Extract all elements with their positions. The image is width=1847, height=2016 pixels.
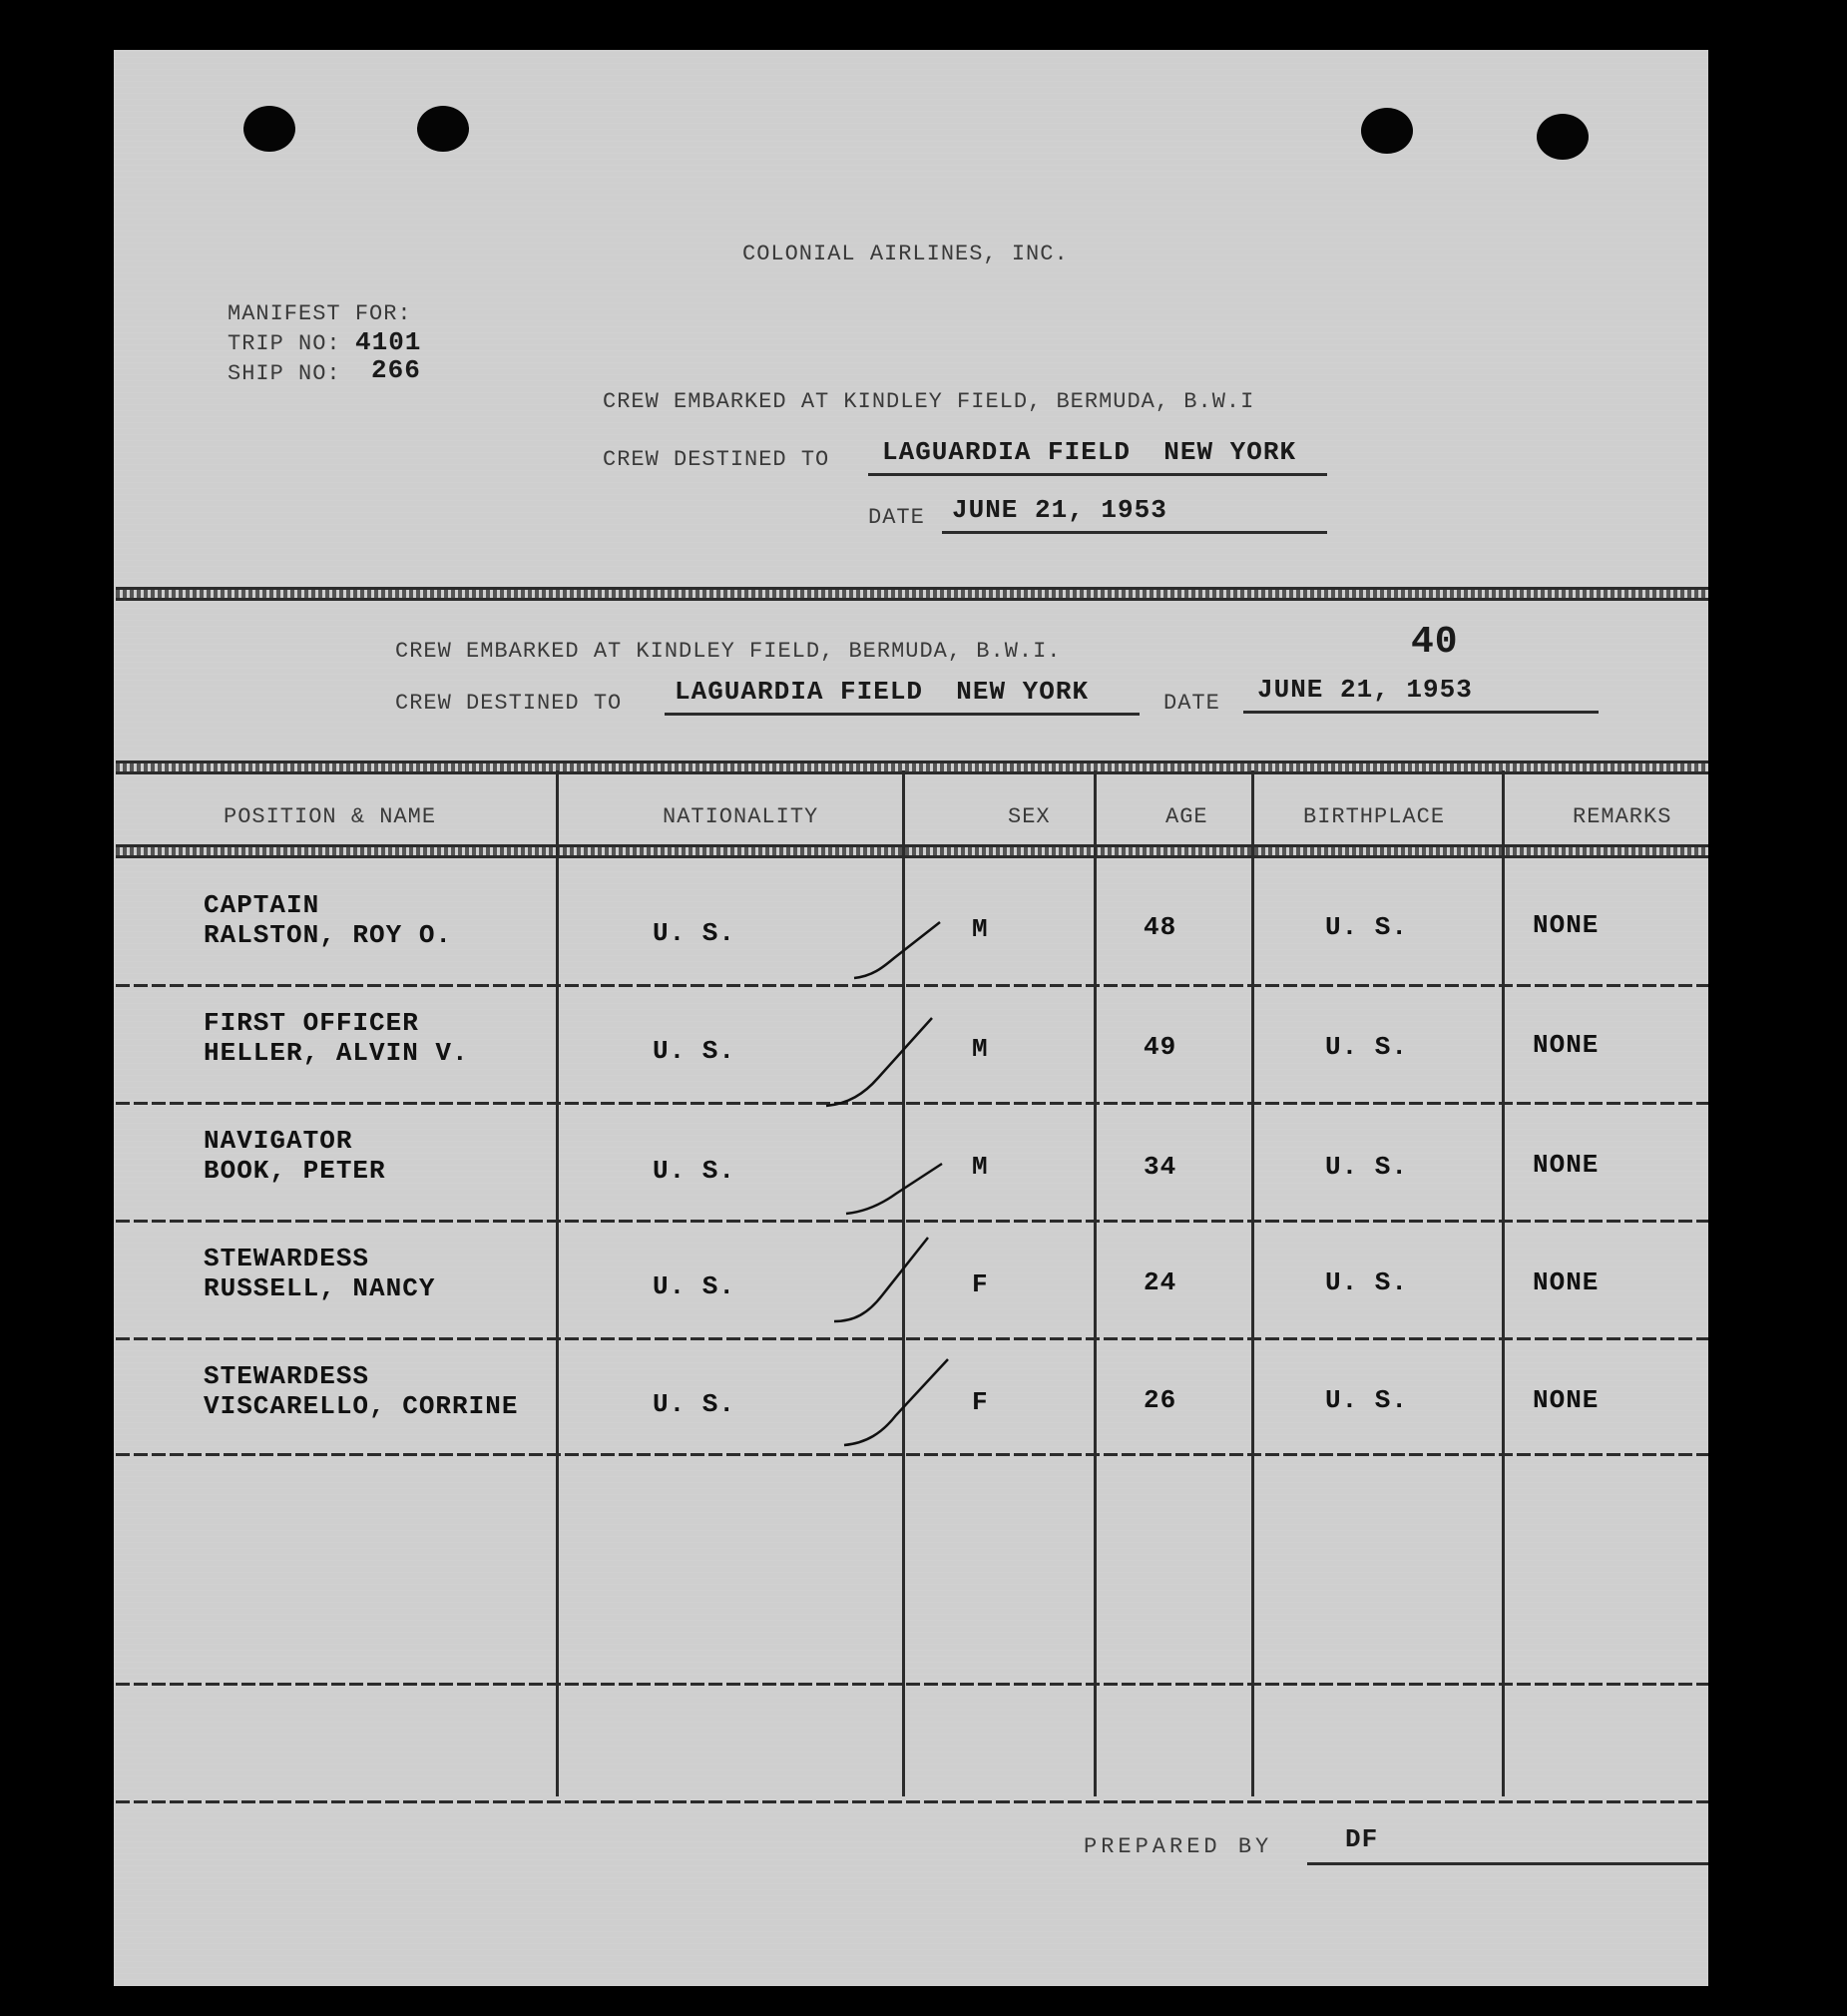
ship-number: 266	[371, 355, 421, 385]
row-separator-4	[116, 1337, 1708, 1340]
row3-position: NAVIGATOR	[204, 1126, 353, 1156]
row-separator-3	[116, 1220, 1708, 1223]
row5-sex: F	[972, 1387, 989, 1417]
company-name: COLONIAL AIRLINES, INC.	[742, 242, 1069, 266]
top-date-underline	[942, 531, 1327, 534]
column-header-position: POSITION & NAME	[224, 804, 437, 829]
row2-remarks: NONE	[1533, 1030, 1600, 1060]
top-destination: LAGUARDIA FIELD NEW YORK	[882, 437, 1297, 467]
row-separator-5	[116, 1453, 1708, 1456]
row1-birthplace: U. S.	[1325, 912, 1409, 942]
trip-number: 4101	[355, 327, 422, 357]
prepared-by-label: PREPARED BY	[1084, 1834, 1273, 1859]
row1-remarks: NONE	[1533, 910, 1600, 940]
column-header-birthplace: BIRTHPLACE	[1303, 804, 1446, 829]
row-separator-6	[116, 1683, 1708, 1686]
table-top-border	[116, 760, 1708, 774]
row3-check-mark	[844, 1158, 944, 1218]
row4-birthplace: U. S.	[1325, 1267, 1409, 1297]
prepared-by-underline	[1307, 1862, 1708, 1865]
row2-check-mark	[824, 1014, 934, 1114]
manifest-page	[114, 50, 1708, 1986]
row1-nationality: U. S.	[653, 918, 736, 948]
row1-position: CAPTAIN	[204, 890, 320, 920]
row1-check-mark	[852, 918, 942, 988]
row5-check-mark	[842, 1353, 952, 1453]
row3-name: BOOK, PETER	[204, 1156, 386, 1186]
row4-remarks: NONE	[1533, 1267, 1600, 1297]
row2-birthplace: U. S.	[1325, 1032, 1409, 1062]
column-header-sex: SEX	[1008, 804, 1051, 829]
column-header-nationality: NATIONALITY	[663, 804, 819, 829]
ship-label: SHIP NO:	[228, 361, 341, 386]
row2-position: FIRST OFFICER	[204, 1008, 419, 1038]
row4-name: RUSSELL, NANCY	[204, 1273, 436, 1303]
section-divider	[116, 587, 1708, 601]
trip-label: TRIP NO:	[228, 331, 341, 356]
top-destination-underline	[868, 473, 1327, 476]
row1-name: RALSTON, ROY O.	[204, 920, 453, 950]
second-destination-underline	[665, 713, 1140, 716]
punch-hole-2	[417, 106, 469, 152]
row4-check-mark	[832, 1232, 932, 1331]
row2-name: HELLER, ALVIN V.	[204, 1038, 469, 1068]
table-header-border	[116, 844, 1708, 858]
punch-hole-4	[1537, 114, 1589, 160]
top-date: JUNE 21, 1953	[952, 495, 1167, 525]
row4-nationality: U. S.	[653, 1271, 736, 1301]
row5-remarks: NONE	[1533, 1385, 1600, 1415]
page-number: 40	[1411, 621, 1459, 664]
row3-birthplace: U. S.	[1325, 1152, 1409, 1182]
row5-age: 26	[1144, 1385, 1177, 1415]
prepared-by-initials: DF	[1345, 1824, 1379, 1854]
top-destined-label: CREW DESTINED TO	[603, 447, 830, 472]
row2-nationality: U. S.	[653, 1036, 736, 1066]
second-date-underline	[1243, 711, 1599, 714]
row4-position: STEWARDESS	[204, 1244, 370, 1273]
row2-sex: M	[972, 1034, 989, 1064]
column-header-remarks: REMARKS	[1573, 804, 1672, 829]
row5-name: VISCARELLO, CORRINE	[204, 1391, 519, 1421]
punch-hole-3	[1361, 108, 1413, 154]
row-separator-7	[116, 1800, 1708, 1803]
row5-position: STEWARDESS	[204, 1361, 370, 1391]
column-divider-1	[556, 770, 559, 1796]
row2-age: 49	[1144, 1032, 1177, 1062]
punch-hole-1	[243, 106, 295, 152]
row3-age: 34	[1144, 1152, 1177, 1182]
row1-sex: M	[972, 914, 989, 944]
column-divider-3	[1094, 770, 1097, 1796]
manifest-for-label: MANIFEST FOR:	[228, 301, 412, 326]
column-divider-5	[1502, 770, 1505, 1796]
row5-birthplace: U. S.	[1325, 1385, 1409, 1415]
column-divider-4	[1251, 770, 1254, 1796]
row3-nationality: U. S.	[653, 1156, 736, 1186]
second-destined-label: CREW DESTINED TO	[395, 691, 623, 716]
row3-sex: M	[972, 1152, 989, 1182]
row1-age: 48	[1144, 912, 1177, 942]
second-embarked-label: CREW EMBARKED AT KINDLEY FIELD, BERMUDA, B.W.I.	[395, 639, 1062, 664]
top-date-label: DATE	[868, 505, 925, 530]
row5-nationality: U. S.	[653, 1389, 736, 1419]
top-embarked-label: CREW EMBARKED AT KINDLEY FIELD, BERMUDA, B.W.I	[603, 389, 1255, 414]
second-date-label: DATE	[1163, 691, 1220, 716]
row4-age: 24	[1144, 1267, 1177, 1297]
row4-sex: F	[972, 1269, 989, 1299]
column-header-age: AGE	[1165, 804, 1208, 829]
second-date: JUNE 21, 1953	[1257, 675, 1473, 705]
row3-remarks: NONE	[1533, 1150, 1600, 1180]
second-destination: LAGUARDIA FIELD NEW YORK	[675, 677, 1090, 707]
